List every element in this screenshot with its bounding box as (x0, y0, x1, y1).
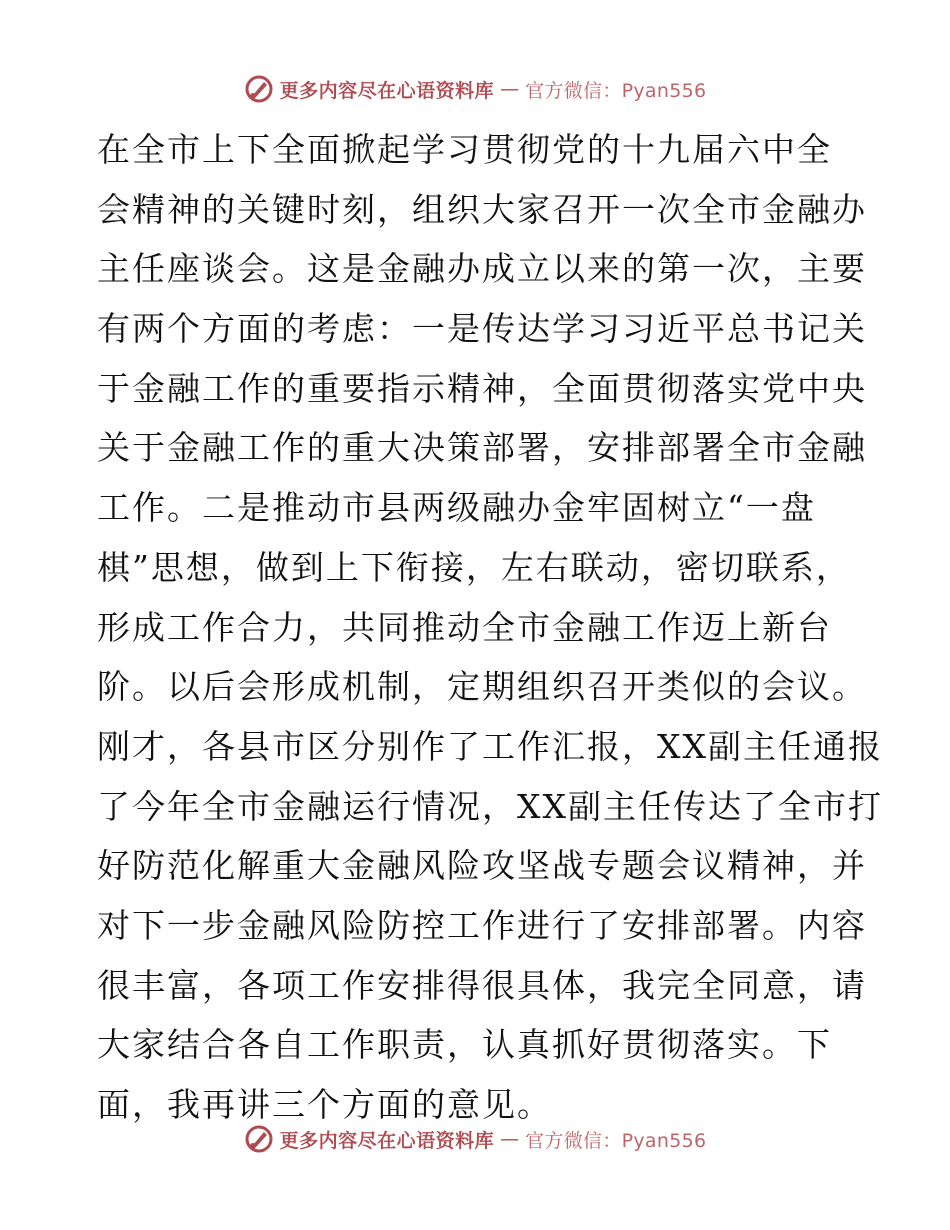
body-line: 对下一步金融风险防控工作进行了安排部署。内容 (97, 905, 867, 945)
body-line: 会精神的关键时刻，组织大家召开一次全市金融办 (97, 189, 867, 229)
header-wechat: 官方微信：Pyan556 (525, 79, 707, 102)
header-separator: — (500, 78, 520, 100)
body-line: 了今年全市金融运行情况，XX副主任传达了全市打 (97, 786, 883, 826)
ink-brush-logo-icon (244, 74, 274, 104)
body-line: 阶。以后会形成机制，定期组织召开类似的会议。 (97, 667, 867, 707)
ink-brush-logo-icon (244, 1124, 274, 1154)
body-line: 工作。二是推动市县两级融办金牢固树立“一盘 (97, 488, 816, 528)
header-banner (0, 74, 950, 104)
header-tag: 更多内容尽在心语资料库 (279, 79, 495, 102)
body-line: 主任座谈会。这是金融办成立以来的第一次，主要 (97, 249, 867, 289)
body-line: 形成工作合力，共同推动全市金融工作迈上新台 (97, 607, 832, 647)
document-body (97, 120, 883, 1135)
body-line: 关于金融工作的重大决策部署，安排部署全市金融 (97, 428, 867, 468)
body-line: 刚才，各县市区分别作了工作汇报，XX副主任通报 (97, 726, 883, 766)
body-line: 好防范化解重大金融风险攻坚战专题会议精神，并 (97, 846, 867, 886)
body-line: 很丰富，各项工作安排得很具体，我完全同意，请 (97, 965, 867, 1005)
footer-separator: — (500, 1128, 520, 1150)
body-line: 大家结合各自工作职责，认真抓好贯彻落实。下 (97, 1025, 832, 1065)
body-line: 面，我再讲三个方面的意见。 (97, 1085, 552, 1124)
body-line: 有两个方面的考虑：一是传达学习习近平总书记关 (97, 309, 867, 349)
footer-tag: 更多内容尽在心语资料库 (279, 1129, 495, 1152)
body-line: 于金融工作的重要指示精神，全面贯彻落实党中央 (97, 368, 867, 408)
body-line: 棋”思想，做到上下衔接，左右联动，密切联系， (97, 547, 851, 587)
footer-banner (0, 1124, 950, 1154)
footer-wechat: 官方微信：Pyan556 (525, 1129, 707, 1152)
body-line: 在全市上下全面掀起学习贯彻党的十九届六中全 (97, 130, 832, 169)
